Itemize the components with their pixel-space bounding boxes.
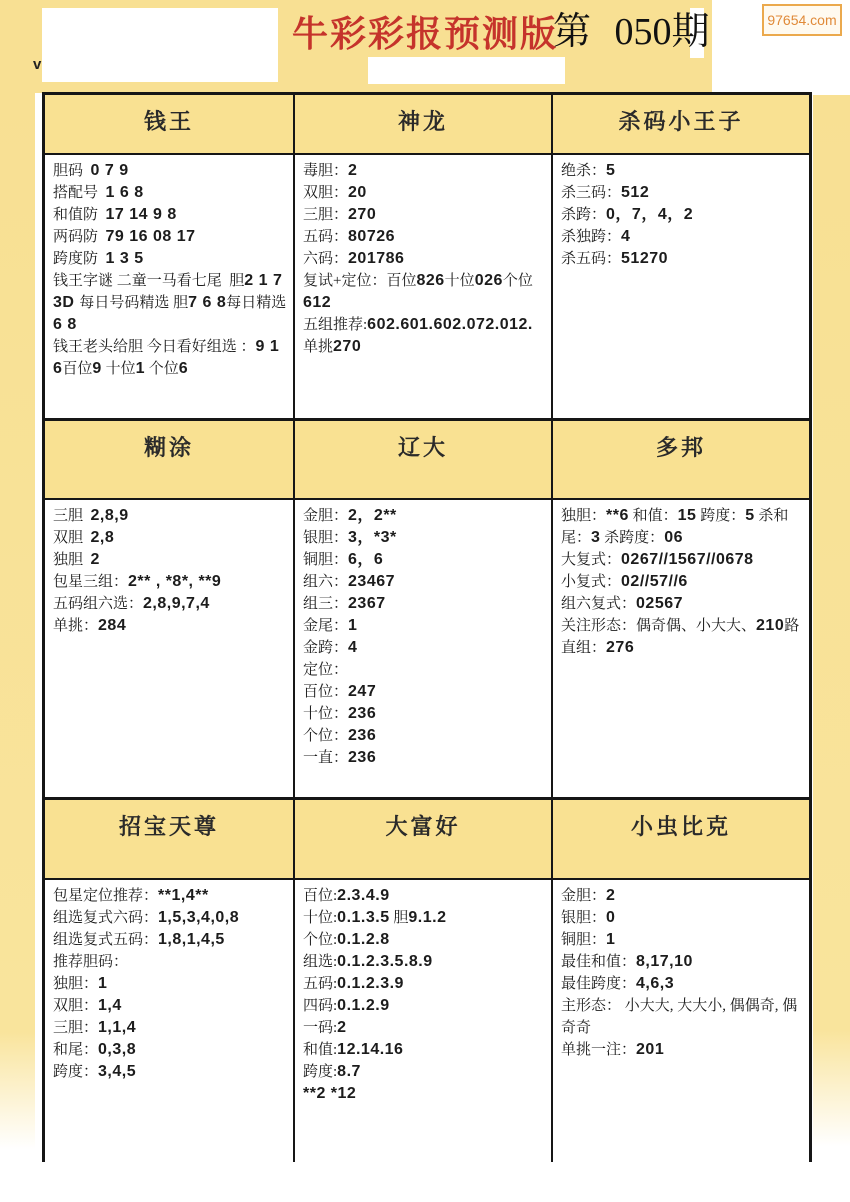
section-header-xiaochongbike: 小虫比克 (553, 800, 809, 880)
text-line: 定位： (303, 662, 349, 678)
text-line: 杀五码：51270 (561, 250, 669, 267)
section-header-dafuhao: 大富好 (295, 800, 553, 880)
right-margin-strip (813, 95, 850, 1157)
issue-number: 第 050期 (553, 11, 710, 53)
section-body-shamaxiaowangzi (553, 155, 809, 421)
text-line: 组选:0.1.2.3.5.8.9 (303, 953, 433, 970)
text-line: 胆码 0 7 9 (53, 162, 129, 179)
text-line: 双胆：20 (303, 184, 367, 201)
blank-overlay-center (368, 57, 565, 84)
text-line: 复试+定位：百位826十位026个位612 (303, 272, 533, 311)
site-watermark[interactable]: 97654.com (762, 4, 842, 36)
text-line: 组三：2367 (303, 595, 386, 612)
section-body-dafuhao (295, 880, 553, 1162)
text-line: 杀跨：0，7，4，2 (561, 206, 694, 223)
text-line: 杀三码：512 (561, 184, 650, 201)
corner-tick-mark: v (33, 56, 42, 73)
text-line: 小复式：02//57//6 (561, 573, 688, 590)
text-line: 跨度：3,4,5 (53, 1063, 137, 1080)
text-line: 独胆 2 (53, 551, 100, 568)
text-line: 铜胆：1 (561, 931, 616, 948)
text-line: 金胆：2 (561, 887, 616, 904)
text-line: 两码防 79 16 08 17 (53, 228, 196, 245)
text-line: 百位:2.3.4.9 (303, 887, 390, 904)
text-line: 金胆：2，2** (303, 507, 397, 524)
text-line: 钱王字谜 二童一马看七尾 胆2 1 7 (53, 272, 283, 289)
text-line: 主形态： 小大大, 大大小, 偶偶奇, 偶奇奇 (561, 998, 798, 1036)
text-line: 金跨：4 (303, 639, 358, 656)
text-line: 包星定位推荐：**1,4** (53, 887, 209, 904)
text-line: 和值防 17 14 9 8 (53, 206, 177, 223)
text-line: 双胆 2,8 (53, 529, 115, 546)
text-line: 跨度:8.7 (303, 1063, 361, 1080)
prediction-table (42, 92, 812, 1162)
text-line: 独胆：**6 和值：15 跨度：5 杀和尾：3 杀跨度：06 (561, 507, 789, 546)
left-margin-strip (0, 93, 35, 1160)
text-line: 杀独跨：4 (561, 228, 631, 245)
section-body-zhaobaotianzun (45, 880, 295, 1162)
section-header-shamaxiaowangzi: 杀码小王子 (553, 95, 809, 155)
text-line: 组六：23467 (303, 573, 396, 590)
text-line: 单挑：284 (53, 617, 127, 634)
text-line: 三胆：270 (303, 206, 377, 223)
text-line: 搭配号 1 6 8 (53, 184, 144, 201)
text-line: 个位:0.1.2.8 (303, 931, 390, 948)
text-line: 独胆：1 (53, 975, 108, 992)
text-line: 钱王老头给胆 今日看好组选 ：9 1 6百位9 十位1 个位6 (53, 338, 285, 377)
text-line: 组六复式：02567 (561, 595, 684, 612)
text-line: 五码组六选：2,8,9,7,4 (53, 595, 210, 612)
text-line: 十位：236 (303, 705, 377, 722)
text-line: 绝杀：5 (561, 162, 616, 179)
text-line: 跨度防 1 3 5 (53, 250, 144, 267)
text-line: 银胆：0 (561, 909, 616, 926)
text-line: 银胆：3，*3* (303, 529, 397, 546)
text-line: 六码：201786 (303, 250, 405, 267)
section-body-qianwang (45, 155, 295, 421)
text-line: 推荐胆码： (53, 954, 129, 970)
section-header-hutu: 糊涂 (45, 421, 295, 500)
text-line: 五组推荐:602.601.602.072.012. (303, 316, 533, 333)
text-line: 组选复式六码：1,5,3,4,0,8 (53, 909, 240, 926)
text-line: 和尾：0,3,8 (53, 1041, 137, 1058)
text-line: 百位：247 (303, 683, 377, 700)
text-line: 3D 每日号码精选 胆7 6 8每日精选 6 8 (53, 294, 291, 333)
text-line: 金尾：1 (303, 617, 358, 634)
text-line: 组选复式五码：1,8,1,4,5 (53, 931, 225, 948)
text-line: 单挑270 (303, 338, 362, 355)
blank-overlay-left (42, 8, 278, 82)
text-line: 十位:0.1.3.5 胆9.1.2 (303, 909, 447, 926)
section-body-hutu (45, 500, 295, 800)
text-line: 单挑一注：201 (561, 1041, 665, 1058)
page-title: 牛彩彩报预测版 (292, 13, 559, 54)
text-line: 四码:0.1.2.9 (303, 997, 390, 1014)
text-line: 包星三组：2** , *8*, **9 (53, 573, 222, 590)
section-header-liaoda: 辽大 (295, 421, 553, 500)
text-line: 关注形态：偶奇偶、小大大、210路 (561, 617, 800, 634)
text-line: 五码：80726 (303, 228, 396, 245)
section-header-qianwang: 钱王 (45, 95, 295, 155)
text-line: **2 *12 (303, 1085, 357, 1102)
text-line: 毒胆：2 (303, 162, 358, 179)
section-body-shenlong (295, 155, 553, 421)
text-line: 直组：276 (561, 639, 635, 656)
text-line: 最佳跨度：4,6,3 (561, 975, 675, 992)
section-header-zhaobaotianzun: 招宝天尊 (45, 800, 295, 880)
section-header-shenlong: 神龙 (295, 95, 553, 155)
section-body-duobang (553, 500, 809, 800)
text-line: 一码:2 (303, 1019, 347, 1036)
text-line: 最佳和值：8,17,10 (561, 953, 693, 970)
text-line: 三胆 2,8,9 (53, 507, 129, 524)
text-line: 和值:12.14.16 (303, 1041, 404, 1058)
text-line: 一直：236 (303, 749, 377, 766)
section-header-duobang: 多邦 (553, 421, 809, 500)
text-line: 铜胆：6，6 (303, 551, 384, 568)
section-body-xiaochongbike (553, 880, 809, 1162)
text-line: 个位：236 (303, 727, 377, 744)
section-body-liaoda (295, 500, 553, 800)
text-line: 大复式：0267//1567//0678 (561, 551, 754, 568)
text-line: 三胆：1,1,4 (53, 1019, 137, 1036)
text-line: 双胆：1,4 (53, 997, 122, 1014)
text-line: 五码:0.1.2.3.9 (303, 975, 404, 992)
